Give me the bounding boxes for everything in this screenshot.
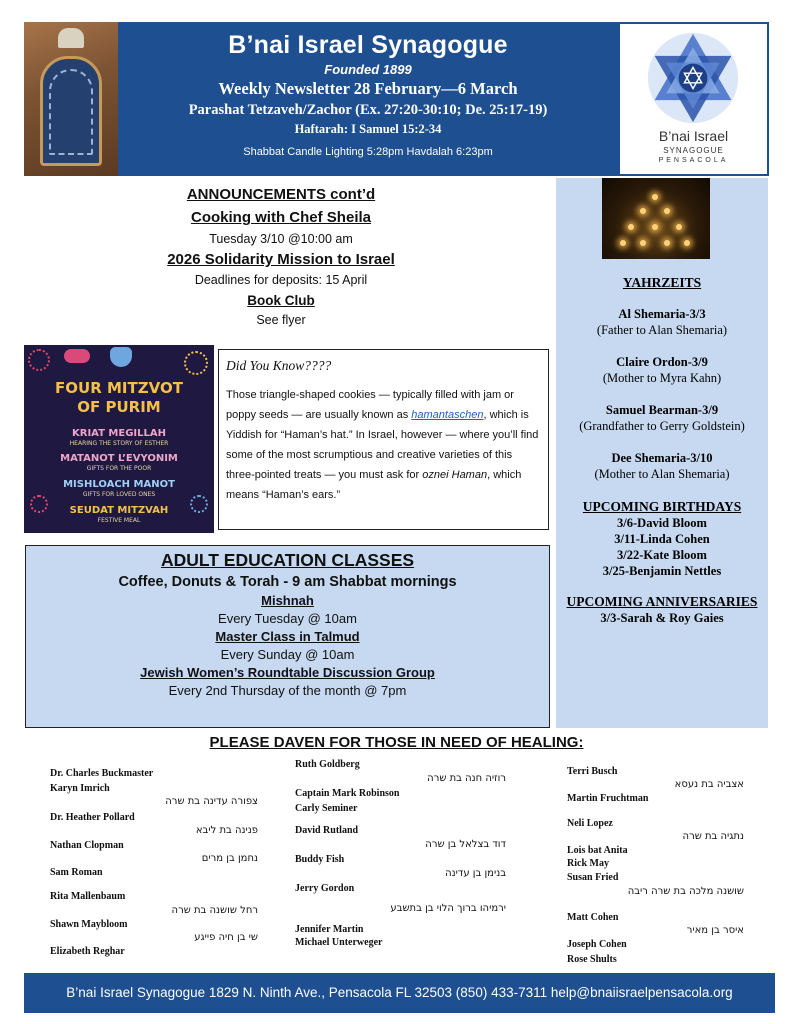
purim-title: OF PURIM xyxy=(77,398,161,416)
did-you-know-text xyxy=(226,385,540,505)
candle-flame-icon xyxy=(652,194,658,200)
healing-hebrew-name: פנינה בת ליבא xyxy=(195,825,258,836)
healing-name: Buddy Fish xyxy=(295,854,345,865)
newsletter-week: Weekly Newsletter 28 February—6 March xyxy=(218,79,518,98)
tablets-icon xyxy=(58,28,84,48)
healing-hebrew-name: נחמן בן מרים xyxy=(201,853,258,864)
healing-hebrew-name: שי בן חיה פייגע xyxy=(194,932,258,943)
announcements-heading: ANNOUNCEMENTS cont’d xyxy=(186,186,376,203)
healing-hebrew-name: שושנה מלכה בת שרה ריבה xyxy=(627,886,744,897)
class-name: Jewish Women’s Roundtable Discussion Group xyxy=(140,665,435,680)
ark-door-photo xyxy=(24,22,118,176)
mitzvah-sub: FESTIVE MEAL xyxy=(97,517,141,524)
did-you-know-box xyxy=(218,349,549,530)
dyk-italic: Haman xyxy=(451,469,488,481)
healing-name: Ruth Goldberg xyxy=(295,759,360,770)
healing-name: David Rutland xyxy=(295,825,359,836)
healing-hebrew-name: רוזיה חנה בת שרה xyxy=(427,773,506,784)
mitzvah-name: MISHLOACH MANOT xyxy=(63,479,175,490)
memorial-candles-photo xyxy=(602,178,710,259)
healing-hebrew-name: אצביה בת נעסא xyxy=(674,779,744,790)
purim-title: FOUR MITZVOT xyxy=(55,379,183,397)
founded-line: Founded 1899 xyxy=(324,62,412,77)
healing-name: Captain Mark Robinson xyxy=(295,788,400,799)
logo-city: PENSACOLA xyxy=(658,157,729,164)
healing-hebrew-name: נתגיה בת שרה xyxy=(682,831,744,842)
announcement-title: Cooking with Chef Sheila xyxy=(190,209,371,226)
candle-flame-icon xyxy=(640,240,646,246)
class-schedule: Every Tuesday @ 10am xyxy=(218,611,357,626)
yahrzeit-name: Claire Ordon-3/9 xyxy=(616,355,708,369)
candle-flame-icon xyxy=(676,224,682,230)
adult-education-box xyxy=(25,545,550,728)
healing-name: Dr. Charles Buckmaster xyxy=(50,768,154,779)
yahrzeit-relation: (Grandfather to Gerry Goldstein) xyxy=(579,419,745,433)
healing-hebrew-name: דוד בצלאל בן שרה xyxy=(425,839,506,850)
healing-hebrew-name: איסר בן מאיר xyxy=(686,925,744,936)
healing-hebrew-name: רחל שושנה בת שרה xyxy=(171,905,258,916)
announcement-detail: See flyer xyxy=(256,313,306,327)
star-of-david-icon xyxy=(645,30,741,126)
did-you-know-title: Did You Know???? xyxy=(226,358,332,373)
yahrzeit-relation: (Father to Alan Shemaria) xyxy=(596,323,728,337)
healing-name: Rita Mallenbaum xyxy=(50,891,126,902)
sidebar xyxy=(556,178,768,728)
healing-name: Jennifer Martin xyxy=(295,924,364,935)
candle-lighting-line: Shabbat Candle Lighting 5:28pm Havdalah 6:23pm xyxy=(243,146,493,158)
candle-flame-icon xyxy=(664,208,670,214)
yahrzeit-name: Samuel Bearman-3/9 xyxy=(605,403,719,417)
candle-flame-icon xyxy=(684,240,690,246)
yahrzeit-name: Dee Shemaria-3/10 xyxy=(611,451,713,465)
healing-name: Martin Fruchtman xyxy=(567,793,649,804)
healing-name: Karyn Imrich xyxy=(50,783,110,794)
dyk-text-part: Those triangle-shaped cookies — typically filled with jam or poppy seeds — are usually known as xyxy=(226,389,514,421)
mitzvah-sub: GIFTS FOR LOVED ONES xyxy=(82,491,156,498)
logo-name: B’nai Israel xyxy=(658,128,729,144)
healing-name: Shawn Maybloom xyxy=(50,919,128,930)
synagogue-title: B’nai Israel Synagogue xyxy=(228,31,508,59)
yahrzeit-name: Al Shemaria-3/3 xyxy=(618,307,706,321)
mitzvah-name: MATANOT L’EVYONIM xyxy=(60,453,178,464)
healing-hebrew-name: ירמיהו ברוך הלוי בן בתשבע xyxy=(390,903,506,914)
healing-name: Elizabeth Reghar xyxy=(50,946,125,957)
hamantaschen-link[interactable]: hamantaschen xyxy=(411,409,484,421)
dyk-italic: oznei xyxy=(422,469,449,481)
announcement-detail: Tuesday 3/10 @10:00 am xyxy=(209,232,353,246)
mitzvah-sub: HEARING THE STORY OF ESTHER xyxy=(69,440,169,447)
mask-icon xyxy=(64,349,90,363)
dyk-text-part: , which means “Haman’s ears.” xyxy=(226,469,522,501)
candle-flame-icon xyxy=(640,208,646,214)
healing-hebrew-name: בנימן בן עדינה xyxy=(445,868,506,879)
class-name: Master Class in Talmud xyxy=(215,629,360,644)
firework-icon xyxy=(184,351,208,375)
ark-panel xyxy=(40,56,102,166)
logo-subtitle: SYNAGOGUE xyxy=(663,146,724,155)
class-schedule: Every Sunday @ 10am xyxy=(220,647,355,662)
healing-name: Carly Seminer xyxy=(295,803,358,814)
healing-name: Sam Roman xyxy=(50,867,103,878)
announcement-detail: Deadlines for deposits: 15 April xyxy=(194,273,368,287)
candle-flame-icon xyxy=(620,240,626,246)
candle-flame-icon xyxy=(628,224,634,230)
mitzvah-sub: GIFTS FOR THE POOR xyxy=(86,465,152,472)
healing-title: PLEASE DAVEN FOR THOSE IN NEED OF HEALING: xyxy=(209,734,584,751)
healing-name: Rose Shults xyxy=(567,954,617,965)
anniversary-item: 3/3-Sarah & Roy Gaies xyxy=(600,611,724,625)
birthdays-heading: UPCOMING BIRTHDAYS xyxy=(582,499,742,514)
dyk-text-part: , which is Yiddish for “Haman’s hat.” In Israel, however — where you’ll find some of the most scrumptious and creative varieties of this three-pointed treats — you must ask for xyxy=(226,409,539,481)
footer-contact-bar: B’nai Israel Synagogue 1829 N. Ninth Ave., Pensacola FL 32503 (850) 433-7311 help@bnaiisraelpensacola.org xyxy=(24,973,775,1013)
healing-name: Joseph Cohen xyxy=(567,939,627,950)
healing-name: Dr. Heather Pollard xyxy=(50,812,135,823)
class-schedule: Every 2nd Thursday of the month @ 7pm xyxy=(168,683,407,698)
parasha-line: Parashat Tetzaveh/Zachor (Ex. 27:20-30:10; De. 25:17-19) xyxy=(188,102,548,118)
birthday-item: 3/22-Kate Bloom xyxy=(617,548,707,562)
yahrzeit-relation: (Mother to Alan Shemaria) xyxy=(594,467,730,481)
healing-name: Matt Cohen xyxy=(567,912,619,923)
class-name: Mishnah xyxy=(261,593,314,608)
healing-name: Susan Fried xyxy=(567,872,619,883)
candle-flame-icon xyxy=(652,224,658,230)
healing-name: Nathan Clopman xyxy=(50,840,124,851)
purim-mitzvot-graphic xyxy=(24,345,214,533)
healing-hebrew-name: צפורה עדינה בת שרה xyxy=(165,796,258,807)
healing-name: Terri Busch xyxy=(567,766,618,777)
yahrzeits-heading: YAHRZEITS xyxy=(622,275,702,290)
anniversaries-heading: UPCOMING ANNIVERSARIES xyxy=(566,594,758,609)
healing-name: Michael Unterweger xyxy=(295,937,383,948)
header-text-block xyxy=(118,22,618,176)
haftarah-line: Haftarah: I Samuel 15:2-34 xyxy=(294,122,442,136)
healing-name: Jerry Gordon xyxy=(295,883,355,894)
announcement-title: Book Club xyxy=(247,293,315,308)
adult-education-subtitle: Coffee, Donuts & Torah - 9 am Shabbat mornings xyxy=(118,574,457,590)
birthday-item: 3/11-Linda Cohen xyxy=(614,532,710,546)
birthday-item: 3/25-Benjamin Nettles xyxy=(602,564,722,578)
healing-name: Neli Lopez xyxy=(567,818,613,829)
birthday-item: 3/6-David Bloom xyxy=(617,516,707,530)
synagogue-logo xyxy=(620,24,767,174)
mitzvah-name: KRIAT MEGILLAH xyxy=(72,428,166,439)
yahrzeit-relation: (Mother to Myra Kahn) xyxy=(602,371,722,385)
candle-flame-icon xyxy=(664,240,670,246)
announcement-title: 2026 Solidarity Mission to Israel xyxy=(167,251,395,268)
healing-name: Rick May xyxy=(567,858,609,869)
firework-icon xyxy=(28,349,50,371)
healing-name: Lois bat Anita xyxy=(567,845,628,856)
jester-hat-icon xyxy=(110,347,132,367)
adult-education-title: ADULT EDUCATION CLASSES xyxy=(160,550,415,570)
mitzvah-name: SEUDAT MITZVAH xyxy=(69,505,169,516)
